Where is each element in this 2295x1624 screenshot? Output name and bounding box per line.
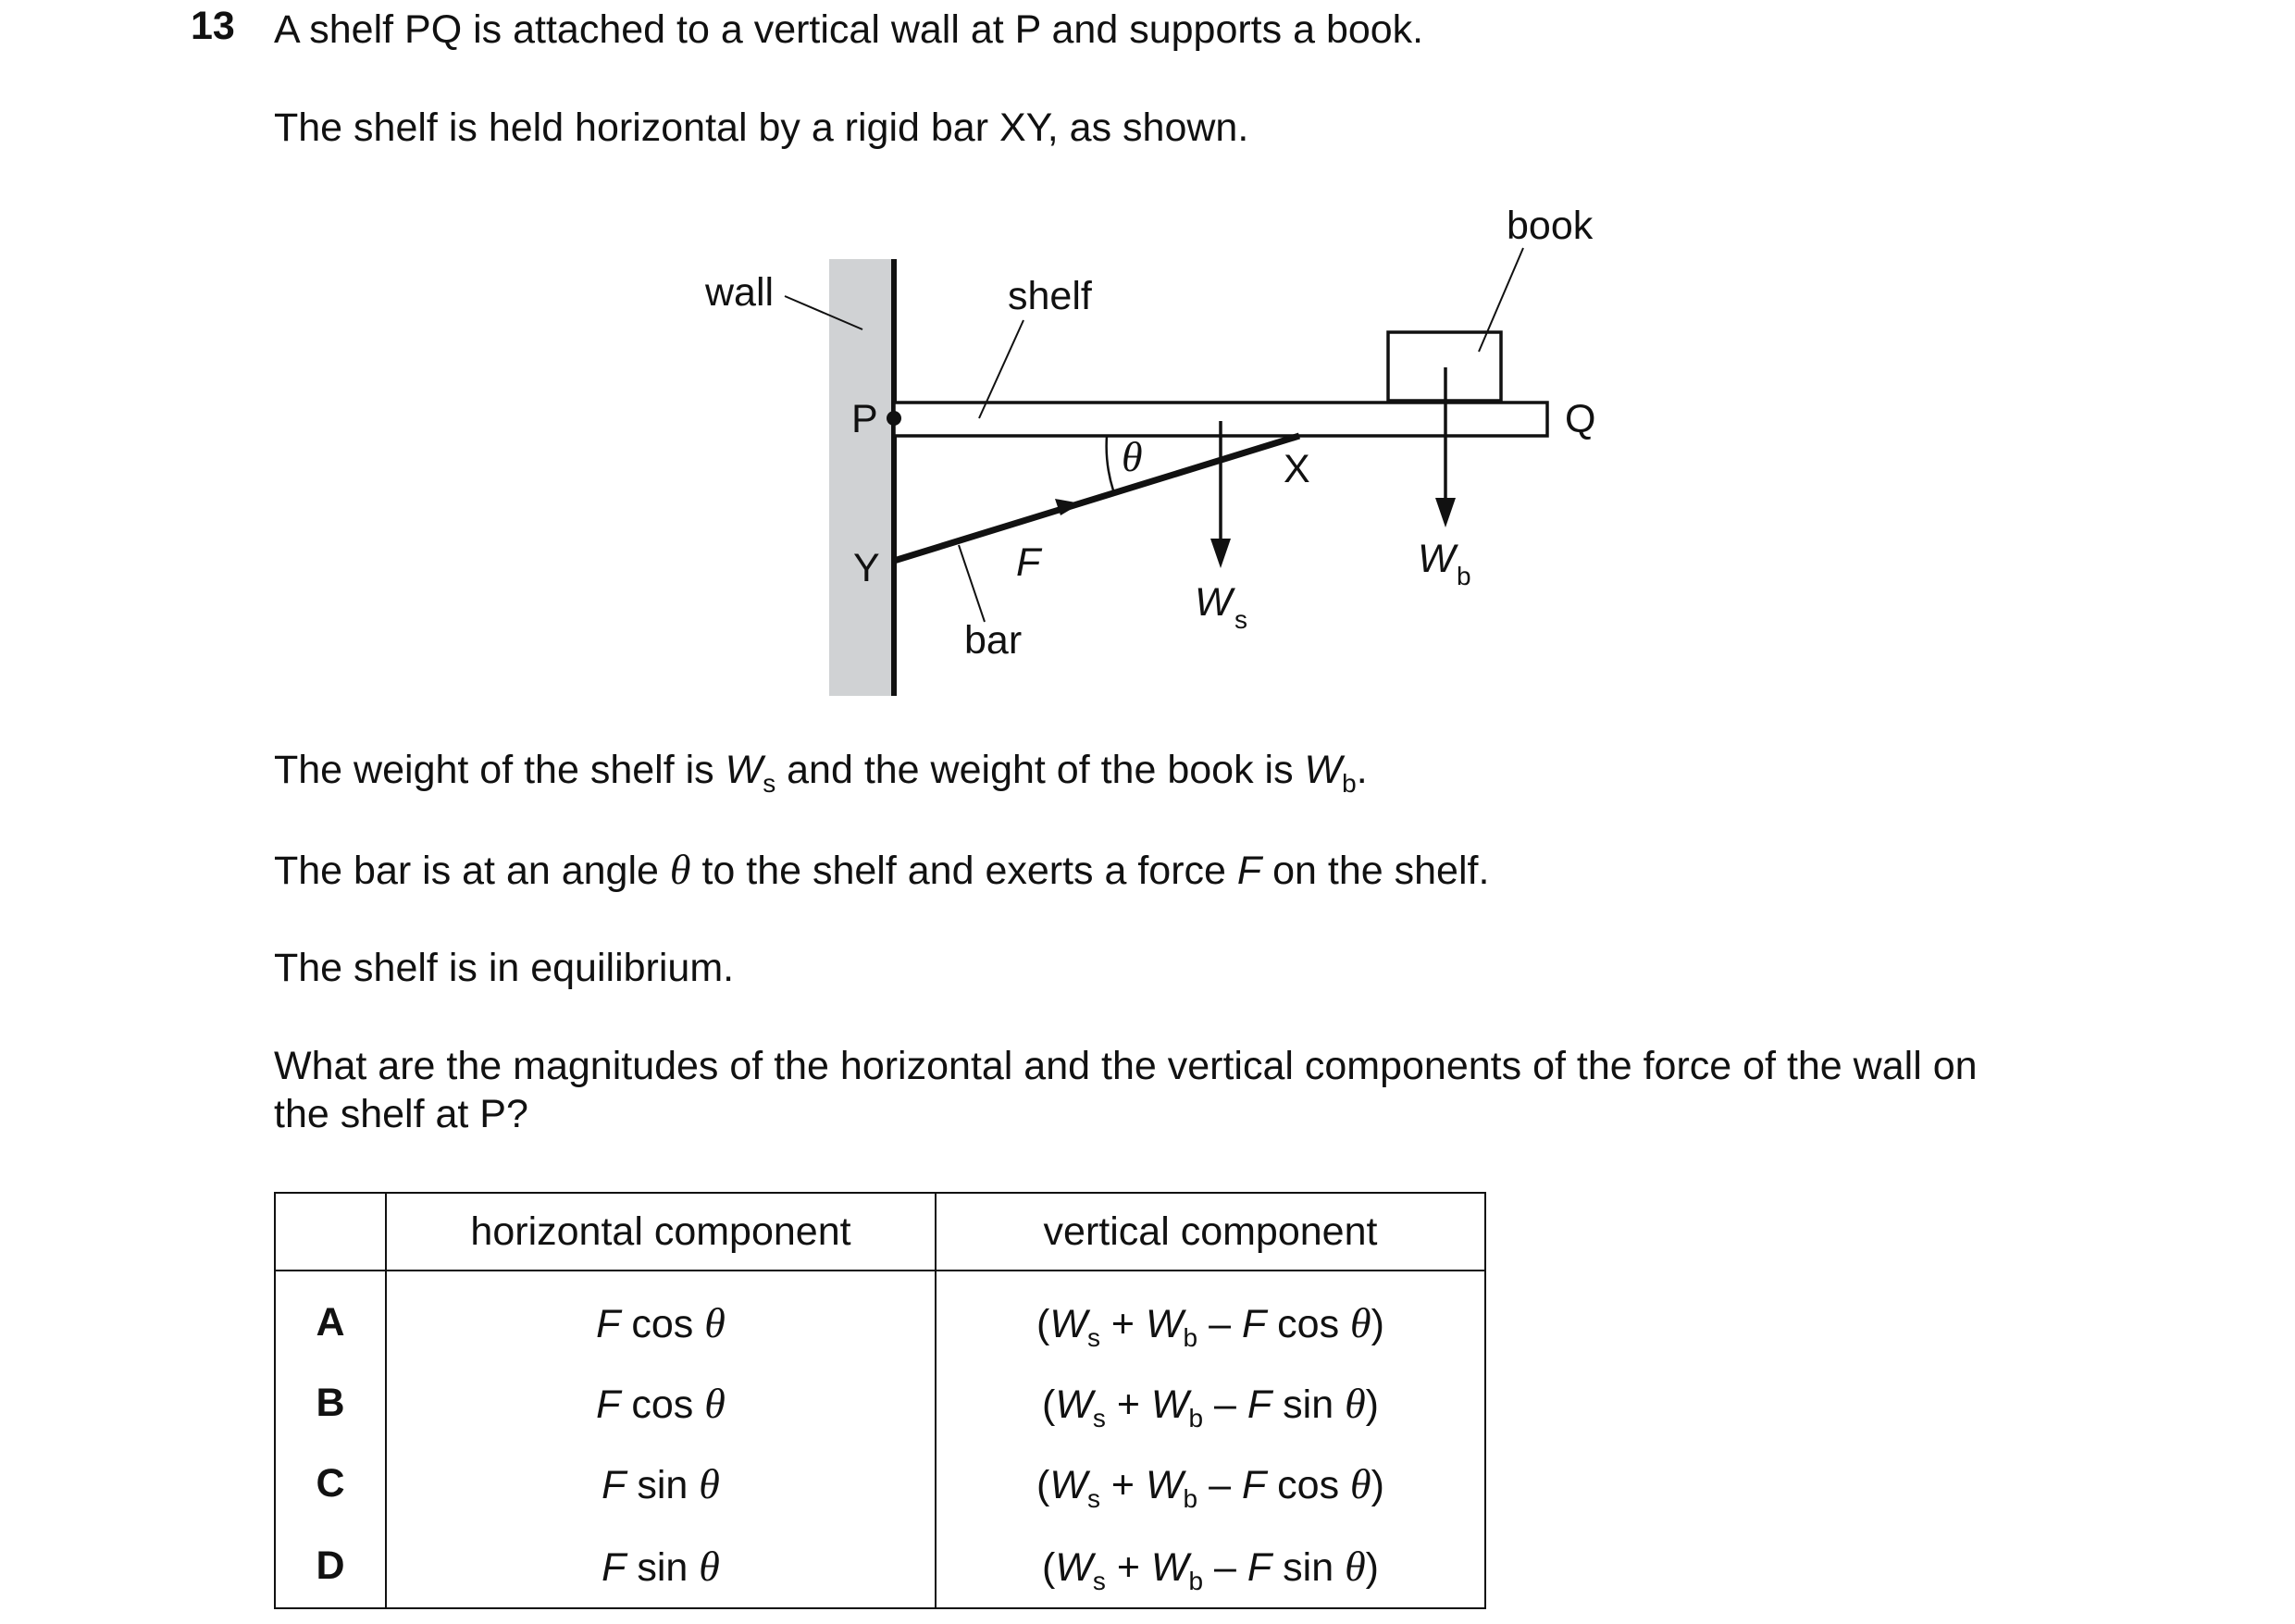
angle-text-c: on the shelf. bbox=[1261, 849, 1490, 893]
angle-f: F bbox=[1236, 849, 1262, 893]
label-ws-w: W bbox=[1195, 580, 1233, 625]
label-wb-w: W bbox=[1418, 537, 1456, 581]
option-vertical-value: ($W_s + W_b - F$ sin θ) bbox=[936, 1524, 1485, 1608]
header-blank-cell bbox=[275, 1193, 386, 1271]
option-letter[interactable]: A bbox=[275, 1271, 386, 1363]
question-line2: the shelf at P? bbox=[274, 1092, 528, 1136]
option-letter[interactable]: D bbox=[275, 1524, 386, 1608]
option-horizontal-value: F sin θ bbox=[386, 1444, 936, 1524]
label-x: X bbox=[1284, 447, 1310, 491]
question-intro-line1: A shelf PQ is attached to a vertical wall at P and supports a book. bbox=[274, 7, 1424, 52]
angle-theta: θ bbox=[669, 846, 691, 893]
label-wall: wall bbox=[705, 270, 775, 315]
option-horizontal-value: F cos θ bbox=[386, 1271, 936, 1363]
option-letter[interactable]: B bbox=[275, 1363, 386, 1444]
label-wb-sub: b bbox=[1457, 562, 1471, 590]
option-horizontal-value: F sin θ bbox=[386, 1524, 936, 1608]
header-horizontal: horizontal component bbox=[386, 1193, 936, 1271]
weights-ws-w: W bbox=[725, 748, 763, 792]
angle-text-b: to the shelf and exerts a force bbox=[690, 849, 1237, 893]
weights-text-c: . bbox=[1356, 748, 1368, 792]
options-header-row bbox=[275, 1193, 1485, 1271]
label-ws-sub: s bbox=[1234, 605, 1247, 634]
ws-arrowhead bbox=[1210, 539, 1231, 568]
option-row-b[interactable] bbox=[275, 1363, 1485, 1444]
wall-shading bbox=[829, 259, 892, 696]
question-line1: What are the magnitudes of the horizontal and the vertical components of the force of the wall on bbox=[274, 1044, 1978, 1088]
equilibrium-statement: The shelf is in equilibrium. bbox=[274, 946, 735, 990]
weights-text-b: and the weight of the book is bbox=[775, 748, 1305, 792]
question-intro-line2: The shelf is held horizontal by a rigid bar XY, as shown. bbox=[274, 105, 1249, 150]
header-vertical: vertical component bbox=[936, 1193, 1485, 1271]
angle-statement bbox=[274, 846, 1489, 895]
weights-ws-sub: s bbox=[763, 769, 776, 798]
option-vertical-value: ($W_s + W_b - F$ cos θ) bbox=[936, 1271, 1485, 1363]
angle-text-a: The bar is at an angle bbox=[274, 849, 670, 893]
bar-xy bbox=[894, 436, 1299, 561]
option-row-c[interactable] bbox=[275, 1444, 1485, 1524]
weights-text-a: The weight of the shelf is bbox=[274, 748, 726, 792]
option-letter[interactable]: C bbox=[275, 1444, 386, 1524]
option-row-a[interactable] bbox=[275, 1271, 1485, 1363]
label-shelf: shelf bbox=[1008, 274, 1092, 318]
label-p: P bbox=[851, 397, 878, 441]
label-y: Y bbox=[853, 546, 880, 590]
option-vertical-value: ($W_s + W_b - F$ sin θ) bbox=[936, 1363, 1485, 1444]
option-row-d[interactable] bbox=[275, 1524, 1485, 1608]
question-number: 13 bbox=[191, 4, 235, 48]
label-q: Q bbox=[1565, 397, 1596, 441]
option-horizontal-value: F cos θ bbox=[386, 1363, 936, 1444]
label-bar: bar bbox=[964, 618, 1023, 663]
label-theta: θ bbox=[1122, 433, 1143, 480]
wb-arrowhead bbox=[1435, 498, 1456, 527]
weights-statement bbox=[274, 746, 1368, 799]
theta-arc bbox=[1107, 436, 1113, 490]
label-book: book bbox=[1507, 204, 1594, 248]
pivot-p-dot bbox=[887, 411, 901, 426]
option-vertical-value: ($W_s + W_b - F$ cos θ) bbox=[936, 1444, 1485, 1524]
options-table bbox=[274, 1192, 1486, 1609]
weights-wb-w: W bbox=[1304, 748, 1343, 792]
bar-leader-line bbox=[959, 545, 985, 622]
shelf-diagram bbox=[0, 0, 2295, 740]
weights-wb-sub: b bbox=[1342, 769, 1357, 798]
label-f: F bbox=[1016, 540, 1041, 585]
